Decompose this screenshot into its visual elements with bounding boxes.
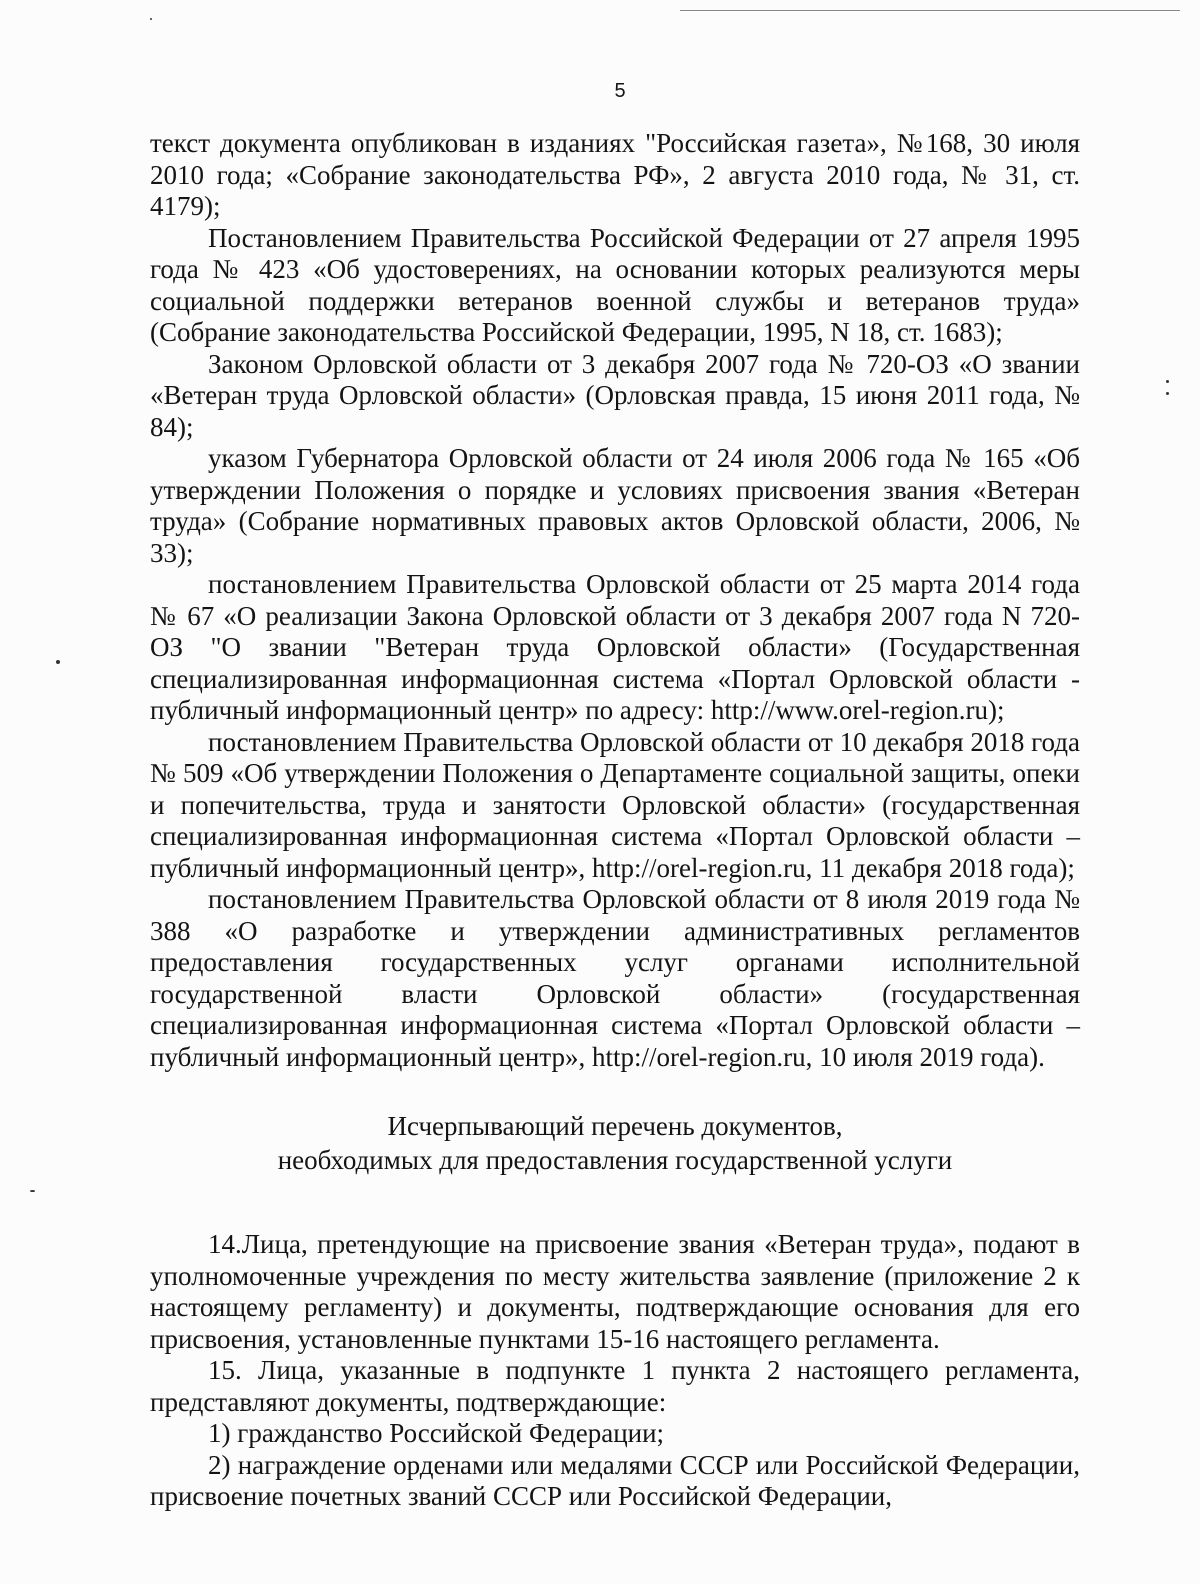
list-item-1: 1) гражданство Российской Федерации; xyxy=(208,1418,665,1448)
scan-speck xyxy=(150,18,152,20)
scan-speck xyxy=(1166,380,1169,383)
list-item-2: 2) награждение орденами или медалями СССР или Российской Федерации, присвоение почетных званий СССР или Российской Федерации, xyxy=(150,1449,1080,1511)
scan-speck xyxy=(1166,392,1169,395)
paragraph-resolution-67: постановлением Правительства Орловской области от 25 марта 2014 года № 67 «О реализации Закона Орловской области от 3 декабря 2007 года N 720-ОЗ "О звании "Ветеран труда Орловской области» (Государственная специализированная информационная система «Портал Орловской области - публичный информационный центр» по адресу: http://www.orel-region.ru); xyxy=(150,569,1080,725)
paragraph-item-14: 14.Лица, претендующие на присвоение звания «Ветеран труда», подают в уполномоченные учреждения по месту жительства заявление (приложение 2 к настоящему регламенту) и документы, подтверждающие основания для его присвоения, установленные пунктами 15-16 настоящего регламента. xyxy=(150,1229,1080,1354)
scan-speck xyxy=(30,1190,35,1192)
paragraph-resolution-509: постановлением Правительства Орловской области от 10 декабря 2018 года № 509 «Об утверждении Положения о Департаменте социальной защиты, опеки и попечительства, труда и занятости Орловской области» (государственная специализированная информационная система «Портал Орловской области – публичный информационный центр», http://orel-region.ru, 11 декабря 2018 года); xyxy=(150,726,1080,883)
document-body xyxy=(150,128,1080,1513)
paragraph-decree-423: Постановлением Правительства Российской Федерации от 27 апреля 1995 года № 423 «Об удостоверениях, на основании которых реализуются меры социальной поддержки ветеранов военной службы и ветеранов труда» (Собрание законодательства Российской Федерации, 1995, N 18, ст. 1683); xyxy=(150,222,1080,347)
paragraph-item-15: 15. Лица, указанные в подпункте 1 пункта 2 настоящего регламента, представляют документы, подтверждающие: xyxy=(150,1355,1080,1417)
paragraph-governor-decree-165: указом Губернатора Орловской области от 24 июля 2006 года № 165 «Об утверждении Положения о порядке и условиях присвоения звания «Ветеран труда» (Собрание нормативных правовых актов Орловской области, 2006, № 33); xyxy=(150,443,1080,568)
paragraph-law-720: Законом Орловской области от 3 декабря 2007 года № 720-ОЗ «О звании «Ветеран труда Орловской области» (Орловская правда, 15 июня 2011 года, № 84); xyxy=(150,348,1080,442)
page-number: 5 xyxy=(614,80,626,102)
paragraph-publication: текст документа опубликован в изданиях "Российская газета», №168, 30 июля 2010 года; «Собрание законодательства РФ», 2 августа 2010 года, № 31, ст. 4179); xyxy=(150,128,1080,221)
section-heading-line-2: необходимых для предоставления государственной услуги xyxy=(277,1145,953,1175)
section-heading-line-1: Исчерпывающий перечень документов, xyxy=(387,1111,843,1141)
scan-edge-line xyxy=(680,10,1180,11)
section-heading xyxy=(150,1109,1080,1177)
scan-speck xyxy=(56,660,60,664)
paragraph-resolution-388: постановлением Правительства Орловской области от 8 июля 2019 года № 388 «О разработке и утверждении административных регламентов предоставления государственных услуг органами исполнительной государственной власти Орловской области» (государственная специализированная информационная система «Портал Орловской области – публичный информационный центр», http://orel-region.ru, 10 июля 2019 года). xyxy=(150,884,1080,1072)
